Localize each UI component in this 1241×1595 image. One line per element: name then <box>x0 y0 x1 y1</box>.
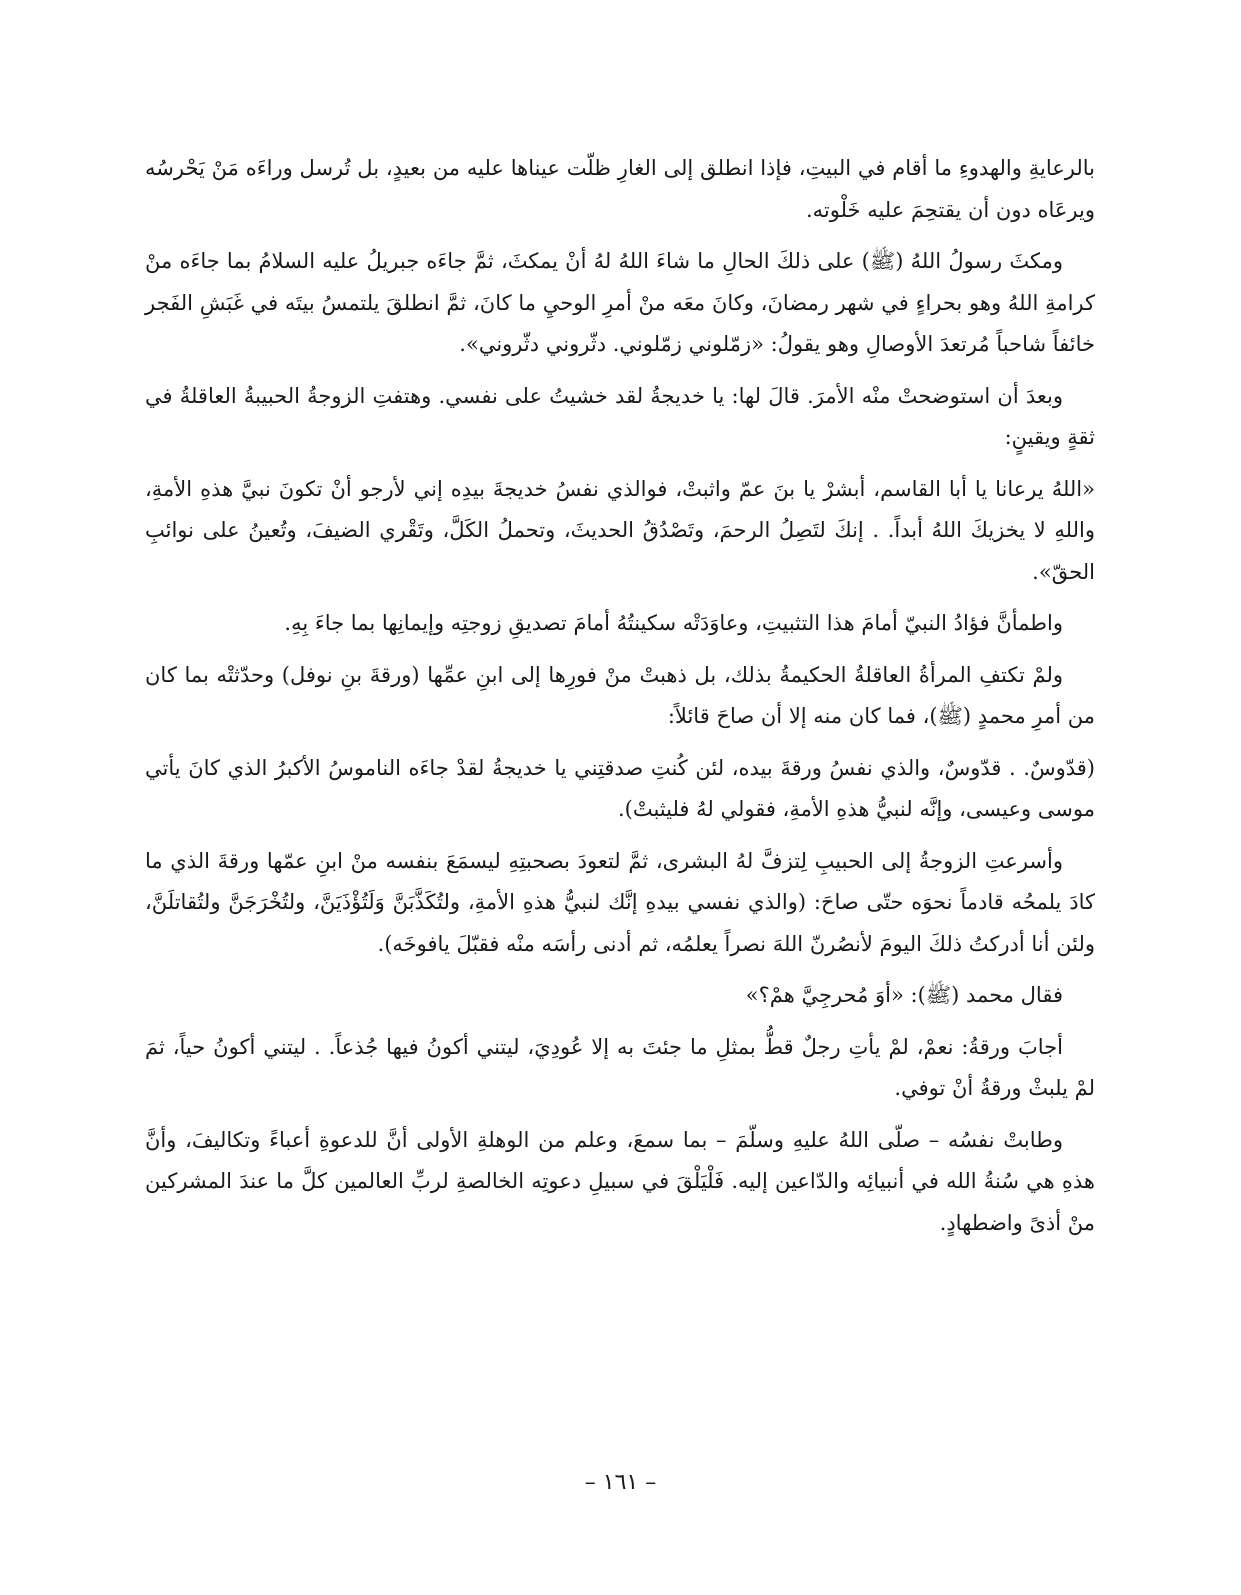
paragraph: فقال محمد (ﷺ): «أوَ مُحرجِيَّ همْ؟» <box>745 983 1063 1007</box>
body-text <box>145 148 1095 1254</box>
paragraph: ولمْ تكتفِ المرأةُ العاقلةُ الحكيمةُ بذلك، بل ذهبتْ منْ فورِها إلى ابنِ عمِّها (ورقةَ بنِ نوفل) وحدّثتْه بما كان من أمرِ محمدٍ (ﷺ)، فما كان منه إلا أن صاحَ قائلاً: <box>145 662 1095 728</box>
paragraph-continued: بالرعايةِ والهدوءِ ما أقام في البيتِ، فإذا انطلق إلى الغارِ ظلّت عيناها عليه من بعيدٍ، بل تُرسل وراءَه مَنْ يَحْرسُه ويرعَاه دون أن يقتحِمَ عليه خَلْوته. <box>145 156 1095 222</box>
page-number: – ١٦١ – <box>584 1470 657 1495</box>
quote-paragraph: (قدّوسٌ. . قدّوسٌ، والذي نفسُ ورقةَ بيده، لئن كُنتِ صدقتِني يا خديجةُ لقدْ جاءَه الناموسُ الأكبرُ الذي كانَ يأتي موسى وعيسى، وإنَّه لنبيُّ هذهِ الأمةِ، فقولي لهُ فليثبتْ). <box>145 755 1095 821</box>
paragraph: أجابَ ورقةُ: نعمْ، لمْ يأتِ رجلٌ قطُّ بمثلِ ما جئتَ به إلا عُودِيَ، ليتني أكونُ فيها جُذعاً. . ليتني أكونُ حياً، ثمَ لمْ يلبثْ ورقةُ أنْ توفي. <box>145 1034 1095 1100</box>
paragraph: وبعدَ أن استوضحتْ منْه الأمرَ. قالَ لها: يا خديجةُ لقد خشيتُ على نفسي. وهتفتِ الزوجةُ الحبيبةُ العاقلةُ في ثقةٍ ويقينٍ: <box>145 383 1095 449</box>
paragraph: واطمأنَّ فؤادُ النبيّ أمامَ هذا التثبيتِ، وعاوَدَتْه سكينتُهُ أمامَ تصديقِ زوجتِه وإيمانِها بما جاءَ بِهِ. <box>284 611 1063 635</box>
paragraph: وطابتْ نفسُه – صلّى اللهُ عليهِ وسلّمَ – بما سمعَ، وعلم من الوهلةِ الأولى أنَّ للدعوةِ أعباءً وتكاليفَ، وأنَّ هذهِ هي سُنةُ الله في أنبيائِه والدّاعين إليه. فَلْيَلْقَ في سبيلِ دعوتِه الخالصةِ لربِّ العالمين كلَّ ما عندَ المشركين منْ أذىً واضطهادٍ. <box>145 1127 1095 1235</box>
paragraph: وأسرعتِ الزوجةُ إلى الحبيبِ لِتزفَّ لهُ البشرى، ثمَّ لتعودَ بصحبتِهِ ليسمَعَ بنفسه منْ ابنِ عمّها ورقةَ الذي ما كادَ يلمحُه قادماً نحوَه حتّى صاحَ: (والذي نفسي بيدهِ إنَّك لنبيُّ هذهِ الأمةِ، ولتُكَذَّبَنَّ وَلَتُؤْذَيَنَّ، ولتُخْرَجَنَّ ولتُقاتلَنَّ، ولئن أنا أدركتُ ذلكَ اليومَ لأنصُرنّ اللهَ نصراً يعلمُه، ثم أدنى رأسَه منْه فقبّلَ يافوخَه). <box>145 848 1095 956</box>
quote-paragraph: «اللهُ يرعانا يا أبا القاسم، أبشرْ يا بنَ عمّ واثبتْ، فوالذي نفسُ خديجةَ بيدِه إني لأرجو أنْ تكونَ نبيَّ هذهِ الأمةِ، واللهِ لا يخزيكَ اللهُ أبداً. . إنكَ لتَصِلُ الرحمَ، وتَصْدُقُ الحديثَ، وتحملُ الكَلَّ، وتَقْري الضيفَ، وتُعينُ على نوائبِ الحقّ». <box>145 476 1095 584</box>
paragraph: ومكثَ رسولُ اللهُ (ﷺ) على ذلكَ الحالِ ما شاءَ اللهُ لهُ أنْ يمكثَ، ثمَّ جاءَه جبريلُ عليه السلامُ بما جاءَه منْ كرامةِ اللهُ وهو بحراءٍ في شهر رمضانَ، وكانَ معَه منْ أمرِ الوحيِ ما كانَ، ثمَّ انطلقَ يلتمسُ بيتَه في غَبَشِ الفَجر خائفاً شاحباً مُرتعدَ الأوصالِ وهو يقولُ: «زمّلوني زمّلوني. دثّروني دثّروني». <box>145 249 1095 356</box>
